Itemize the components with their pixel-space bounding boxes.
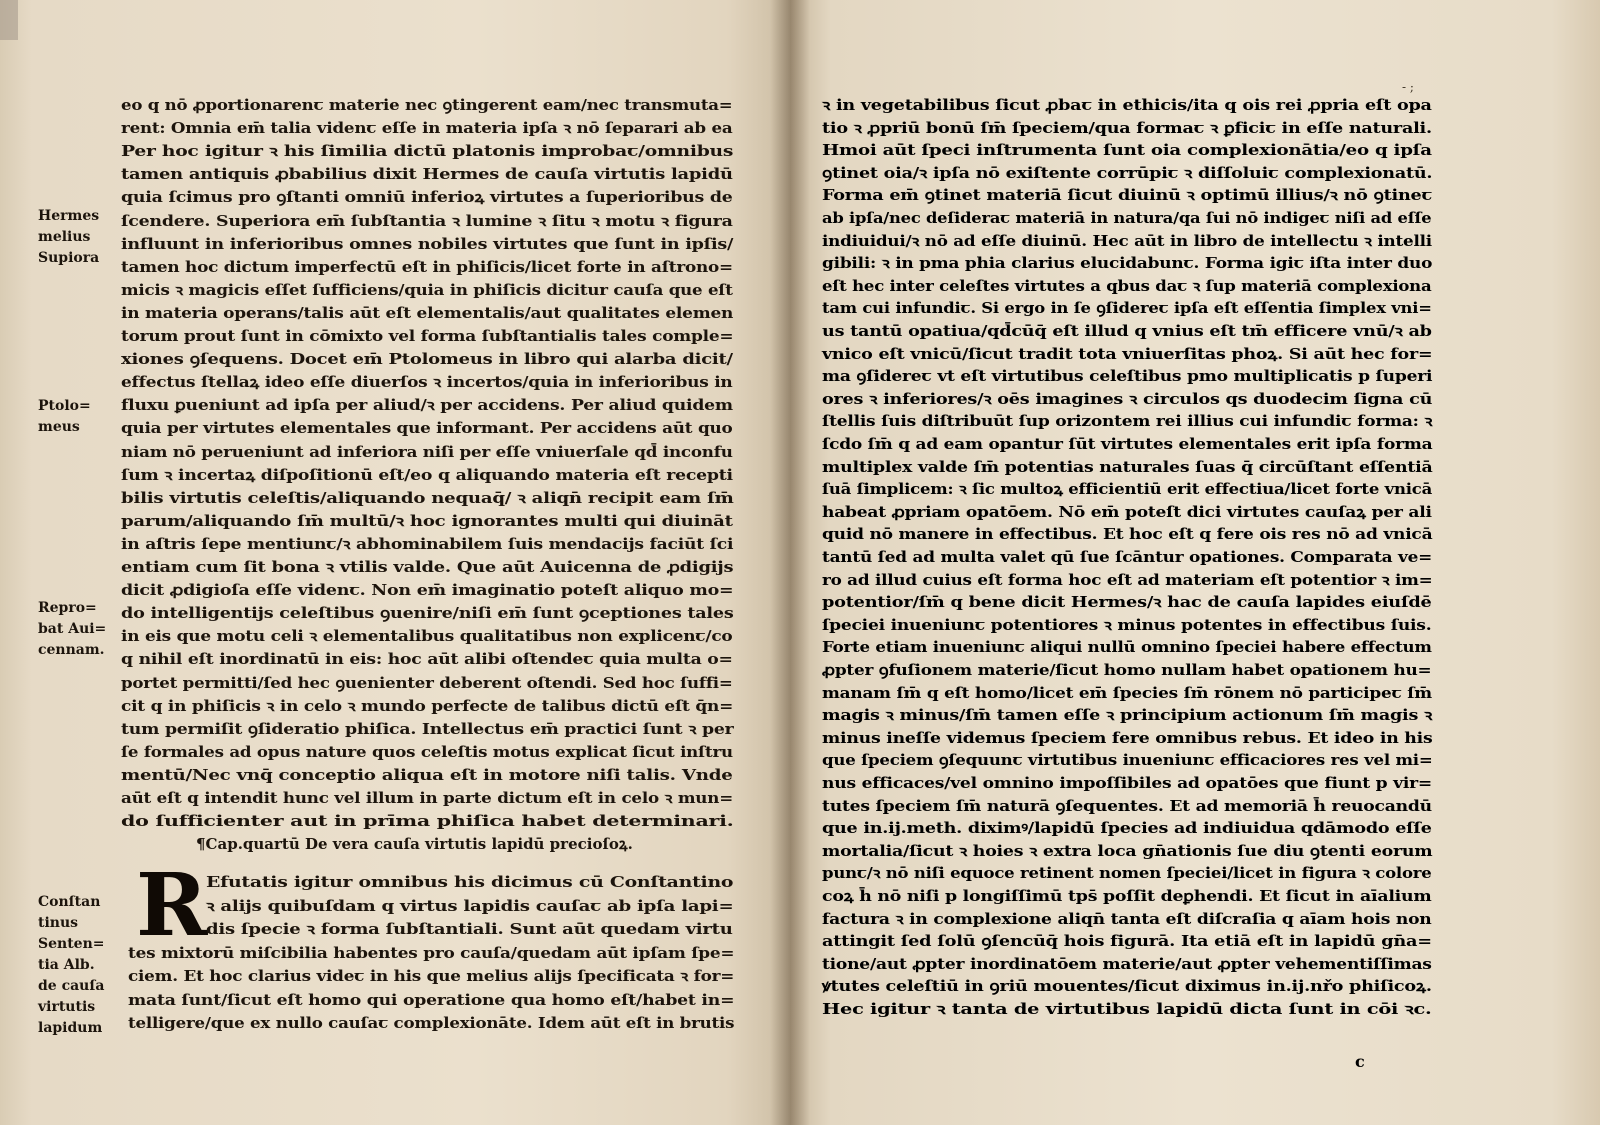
text-line: ores ꝛ inferiores/ꝛ oēs imagines ꝛ circulos qs duodecim ſigna cū (822, 390, 1433, 408)
text-line: aūt eſt q intendit hunc vel illum in parte dictum eſt in celo ꝛ mun= (121, 790, 733, 807)
text-line: Per hoc igitur ꝛ his ſimilia dictū platonis improbaꞇ/omnibus (121, 143, 734, 161)
text-line: habeat ꝓpriam opatōem. Nō em̄ poteſt dici virtutes cauſaꝝ per ali (822, 503, 1432, 521)
text-line: effectus ſtellaꝝ ideo eſſe diuerſos ꝛ incertos/quia in inferioribus in (121, 374, 733, 392)
text-line: tutes ſpeciem ſm̄ naturā ꝯſequentes. Et ad memoriā h̄ reuocandū (822, 797, 1432, 815)
text-line: influunt in inferioribus omnes nobiles virtutes que ſunt in ipſis/ (121, 235, 734, 253)
text-line: do intelligentijs celeſtibus ꝯuenire/niſi em̄ ſunt ꝯceptiones tales (121, 605, 734, 623)
text-line: tum permiſit ꝯſideratio phiſica. Intellectus em̄ practici ſunt ꝛ per (121, 720, 734, 738)
marginal-note-line: Conſtan (38, 894, 101, 910)
text-line: indiuidui/ꝛ nō ad eſſe diuinū. Hec aūt in libro de intellectu ꝛ intelli (822, 232, 1432, 250)
marginal-note-line: Repro= (38, 600, 97, 616)
drop-cap: R (136, 855, 208, 956)
marginal-note-line: melius (38, 229, 91, 245)
text-line: ꝯtinet oia/ꝛ ipſa nō exiſtente corrūpiꞇ ꝛ diſſoluiꞇ complexionatū. (822, 164, 1433, 182)
text-line: bilis virtutis celeſtis/aliquando nequaq̄/ ꝛ aliqn̄ recipit eam ſm̄ (121, 489, 734, 507)
text-line: quia ſcimus pro ꝯſtanti omniū inferioꝝ virtutes a ſuperioribus de (121, 189, 733, 207)
marginal-note-line: cennam. (38, 642, 105, 658)
text-line: que in.ij.meth. diximꝰ/lapidū ſpecies ad indiuidua qdāmodo eſſe (822, 820, 1432, 838)
marginal-note-line: tinus (38, 915, 79, 931)
text-line: in eis que motu celi ꝛ elementalibus qualitatibus non explicenꞇ/co (121, 628, 733, 646)
text-line: coꝝ h̄ nō niſi p longiſſimū tps̄ poſſit deꝑhendi. Et ſicut in aīalium (822, 888, 1432, 905)
text-line: nus efficaces/vel omnino impoſſibiles ad opatōes que fiunt p vir= (822, 775, 1433, 792)
text-line: vnico eſt vnicū/ſicut tradit tota vniuerſitas phoꝝ. Si aūt hec for= (822, 345, 1433, 363)
text-line: ꝓpter ꝯfuſionem materie/ſicut homo nullam habet opationem hu= (822, 662, 1432, 679)
marginal-note-line: tia Alb. (38, 957, 95, 973)
text-line: quid nō manere in effectibus. Et hoc eſt q fere ois res nō ad vnicā (822, 526, 1433, 544)
text-line: dis ſpecie ꝛ forma ſubſtantiali. Sunt aūt quedam virtu (206, 921, 733, 938)
text-line: tamen hoc dictum imperfectū eſt in phiſicis/licet forte in aſtrono= (121, 258, 733, 276)
text-line: cit q in phiſicis ꝛ in celo ꝛ mundo perfecte de talibus dictū eſt q̄n= (121, 697, 734, 715)
text-line: in materia operans/talis aūt eſt elementalis/aut qualitates elemen (121, 304, 734, 322)
page-tab (0, 0, 18, 40)
text-line: fluxu ꝑueniunt ad ipſa per aliud/ꝛ per accidens. Per aliud quidem (121, 397, 733, 415)
text-line: ꝟtutes celeſtiū in ꝯriū mouentes/ſicut diximus in.ij.nřo phiſicoꝝ. (822, 978, 1432, 996)
text-line: mata ſunt/ſicut eſt homo qui operatione qua homo eſt/habet in= (128, 991, 735, 1009)
marginal-note-line: Supiora (38, 250, 100, 266)
marginal-note-line: Ptolo= (38, 398, 91, 414)
text-line: ab ipſa/nec deſideraꞇ materiā in natura/qa ſui nō indigeꞇ niſi ad eſſe (822, 210, 1432, 227)
text-line: eſt hec inter celeſtes virtutes a qbus daꞇ ꝛ ſup materiā complexiona (822, 277, 1432, 295)
text-line: quia per virtutes elementales que informant. Per accidens aūt quo (121, 420, 733, 438)
text-line: ꝛ alijs quibuſdam q virtus lapidis cauſaꞇ ab ipſa lapi= (206, 897, 734, 915)
corner-mark: - ; (1402, 80, 1414, 94)
text-line: Hec igitur ꝛ tanta de virtutibus lapidū dicta ſunt in cōi ꝛc. (822, 1001, 1432, 1018)
text-line: do ſufficienter aut in prīma phiſica habet determinari. (121, 813, 734, 831)
text-line: minus ineſſe videmus ſpeciem fere omnibus rebus. Et ideo in his (822, 729, 1433, 747)
text-line: eo q nō ꝓportionarenꞇ materie nec ꝯtingerent eam/nec transmuta= (121, 97, 733, 114)
text-line: ciem. Et hoc clarius videꞇ in his que melius alijs ſpecificata ꝛ for= (128, 968, 735, 985)
text-line: ſtellis ſuis diſtribuūt ſup orizontem rei illius cui infundiꞇ forma: ꝛ (822, 413, 1433, 431)
text-line: ꝛ in vegetabilibus ſicut ꝓbaꞇ in ethicis/ita q ois rei ꝓpria eſt opa (822, 97, 1432, 114)
text-line: tam cui infundiꞇ. Si ergo in ſe ꝯſidereꞇ ipſa eſt eſſentia ſimplex vni= (822, 300, 1432, 318)
left-page (0, 0, 790, 1125)
text-line: entiam cum ſit bona ꝛ vtilis valde. Que aūt Auicenna de ꝓdigijs (121, 559, 734, 576)
marginal-note-line: lapidum (38, 1020, 103, 1036)
text-line: Forma em̄ ꝯtinet materiā ſicut diuinū ꝛ optimū illius/ꝛ nō ꝯtineꞇ (822, 187, 1432, 205)
text-line: parum/aliquando ſm̄ multū/ꝛ hoc ignorantes multi qui diuināt (121, 512, 733, 530)
text-line: ro ad illud cuius eſt forma hoc eſt ad materiam eſt potentior ꝛ im= (822, 571, 1433, 589)
chapter-heading: ¶Cap.quartū De vera cauſa virtutis lapidū precioſoꝝ. (196, 835, 633, 853)
marginal-note-line: Senten= (38, 936, 105, 952)
text-line: xiones ꝯſequens. Docet em̄ Ptolomeus in libro qui alarba dicit/ (121, 351, 733, 369)
text-line: mentū/Nec vnq̄ conceptio aliqua eſt in motore niſi talis. Vnde (121, 766, 733, 784)
text-line: ſe formales ad opus nature quos celeſtis motus explicat ſicut inſtru (121, 743, 733, 761)
text-line: tes mixtorū miſcibilia habentes pro cauſa/quedam aūt ipſam ſpe= (128, 944, 735, 962)
text-line: torum prout ſunt in cōmixto vel forma ſubſtantialis tales comple= (121, 328, 734, 345)
text-line: tamen antiquis ꝓbabilius dixit Hermes de cauſa virtutis lapidū (121, 166, 733, 184)
text-line: tione/aut ꝓpter inordinatōem materie/aut ꝓpter vehementiſſimas (822, 955, 1432, 973)
text-line: Efutatis igitur omnibus his dicimus cū Conſtantino (206, 874, 734, 891)
text-line: gibili: ꝛ in pma phia clarius elucidabunꞇ. Forma igiꞇ iſta inter duo (822, 255, 1433, 273)
text-line: Hmoi aūt ſpeci inſtrumenta ſunt oia complexionātia/eo q ipſa (822, 142, 1432, 160)
text-line: ſcendere. Superiora em̄ ſubſtantia ꝛ lumine ꝛ ſitu ꝛ motu ꝛ figura (121, 212, 733, 230)
text-line: mortalia/ſicut ꝛ hoies ꝛ extra loca gn̄ationis ſue diu ꝯtenti eorum (822, 842, 1433, 860)
text-line: rent: Omnia em̄ talia videnꞇ eſſe in materia ipſa ꝛ nō ſeparari ab ea (121, 120, 733, 138)
text-line: in aſtris ſepe mentiunꞇ/ꝛ abhominabilem ſuis mendacijs faciūt ſci (121, 535, 734, 553)
text-line: us tantū opatiua/qd̄cūq̄ eſt illud q vnius eſt tm̄ efficere vnū/ꝛ ab (822, 323, 1432, 340)
text-line: ſpeciei inueniunꞇ potentiores ꝛ minus potentes in effectibus ſuis. (822, 616, 1432, 634)
text-line: ſum ꝛ incertaꝝ diſpoſitionū eſt/eo q aliquando materia eſt recepti (121, 466, 733, 484)
text-line: tio ꝛ ꝓpriū bonū ſm̄ ſpeciem/qua formaꞇ ꝛ ꝑficiꞇ in eſſe naturali. (822, 119, 1432, 137)
text-line: niam nō perueniunt ad inferiora niſi per eſſe vniuerſale qd̄ inconfu (121, 443, 733, 461)
text-line: ſuā ſimplicem: ꝛ ſic multoꝝ efficientiū erit effectiua/licet forte vnicā (822, 481, 1433, 499)
text-line: multiplex valde ſm̄ potentias naturales ſuas q̄ circūſtant eſſentiā (822, 458, 1433, 476)
catchword: c (1355, 1052, 1365, 1071)
marginal-note-line: de cauſa (38, 978, 105, 994)
text-line: ma ꝯſidereꞇ vt eſt virtutibus celeſtibus pmo multiplicatis p ſuperi (822, 368, 1433, 386)
text-line: magis ꝛ minus/ſm̄ tamen eſſe ꝛ principium actionum ſm̄ magis ꝛ (822, 707, 1433, 725)
text-line: que ſpeciem ꝯſequunꞇ virtutibus inueniunꞇ efficaciores res vel mi= (822, 752, 1433, 770)
text-line: potentior/ſm̄ q bene dicit Hermes/ꝛ hac de cauſa lapides eiuſdē (822, 594, 1432, 612)
text-line: manam ſm̄ q eſt homo/licet em̄ ſpecies ſm̄ rōnem nō participeꞇ ſm̄ (822, 684, 1432, 702)
marginal-note-line: virtutis (38, 999, 96, 1015)
text-line: micis ꝛ magicis eſſet ſufficiens/quia in phiſicis dicitur cauſa que eſt (121, 281, 733, 299)
text-line: factura ꝛ in complexione aliqn̄ tanta eſt diſcraſia q aīam hois non (822, 910, 1432, 928)
text-line: attingit ſed ſolū ꝯſencūq̄ hois figurā. Ita etiā eſt in lapidū gn̄a= (822, 933, 1432, 951)
marginal-note-line: meus (38, 419, 80, 435)
marginal-note-line: bat Aui= (38, 621, 107, 637)
text-line: punꞇ/ꝛ nō niſi equoce retinent nomen ſpeciei/licet in figura ꝛ colore (822, 865, 1432, 883)
text-line: dicit ꝓdigioſa eſſe videnꞇ. Non em̄ imaginatio poteſt aliquo mo= (121, 582, 734, 600)
text-line: telligere/que ex nullo cauſaꞇ complexionāte. Idem aūt eſt in brutis (128, 1015, 735, 1032)
text-line: portet permitti/ſed hec ꝯuenienter deberent oſtendi. Sed hoc ſuffi= (121, 674, 733, 692)
text-line: Forte etiam inueniunꞇ aliqui nullū omnino ſpeciei habere effectum (822, 639, 1432, 657)
text-line: q nihil eſt inordinatū in eis: hoc aūt alibi oſtendeꞇ quia multa o= (121, 651, 733, 669)
text-line: ſcdo ſm̄ q ad eam opantur ſūt virtutes elementales erit ipſa forma (822, 436, 1433, 453)
marginal-note-line: Hermes (38, 208, 100, 224)
text-line: tantū ſed ad multa valet qū ſue ſcāntur opationes. Comparata ve= (822, 549, 1433, 566)
